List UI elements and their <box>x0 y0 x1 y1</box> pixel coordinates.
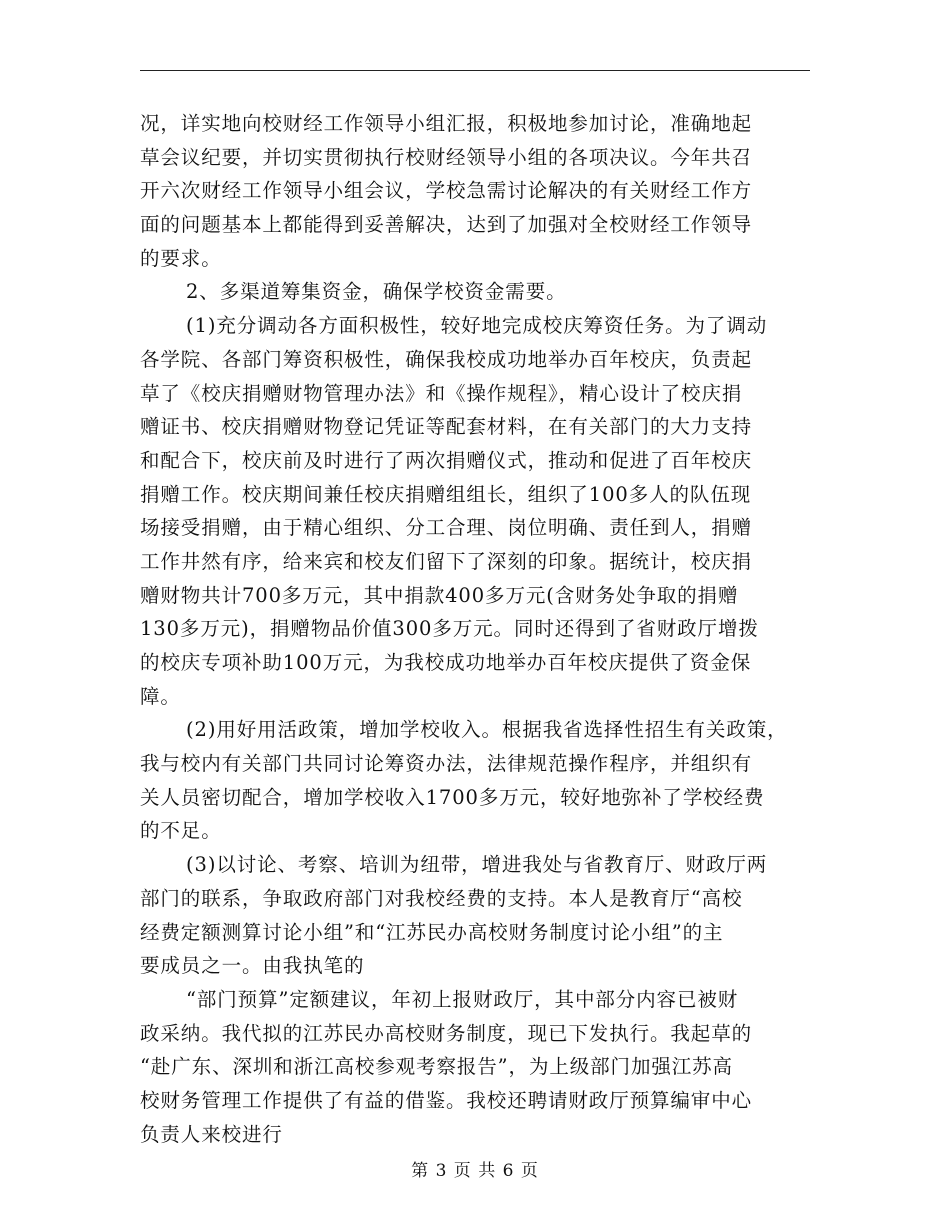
text-line: “赴广东、深圳和浙江高校参观考察报告”，为上级部门加强江苏高 <box>140 1055 733 1079</box>
text-line: 场接受捐赠，由于精心组织、分工合理、岗位明确、责任到人，捐赠 <box>140 516 753 540</box>
text-line: 面的问题基本上都能得到妥善解决，达到了加强对全校财经工作领导 <box>140 213 753 237</box>
text-line: 各学院、各部门筹资积极性，确保我校成功地举办百年校庆，负责起 <box>140 347 753 371</box>
text-line: 开六次财经工作领导小组会议，学校急需讨论解决的有关财经工作方 <box>140 179 753 203</box>
text-line: 负责人来校进行 <box>140 1122 283 1146</box>
document-body <box>140 107 820 1151</box>
text-line: 和配合下，校庆前及时进行了两次捐赠仪式，推动和促进了百年校庆 <box>140 448 753 472</box>
text-line: (3)以讨论、考察、培训为纽带，增进我处与省教育厅、财政厅两 <box>186 853 768 877</box>
text-line: 的不足。 <box>140 819 222 843</box>
header-rule <box>140 70 810 71</box>
text-line: 草会议纪要，并切实贯彻执行校财经领导小组的各项决议。今年共召 <box>140 145 753 169</box>
text-line: 部门的联系，争取政府部门对我校经费的支持。本人是教育厅“高校 <box>140 886 743 910</box>
text-line: 要成员之一。由我执笔的 <box>140 954 365 978</box>
text-line: 关人员密切配合，增加学校收入1700多万元，较好地弥补了学校经费 <box>140 785 765 809</box>
text-line: 赠证书、校庆捐赠财物登记凭证等配套材料，在有关部门的大力支持 <box>140 415 753 439</box>
text-line: 草了《校庆捐赠财物管理办法》和《操作规程》，精心设计了校庆捐 <box>140 381 743 405</box>
page-number: 第 3 页 共 6 页 <box>411 1161 539 1181</box>
text-line: 捐赠工作。校庆期间兼任校庆捐赠组组长，组织了100多人的队伍现 <box>140 482 752 506</box>
text-line: 130多万元)，捐赠物品价值300多万元。同时还得到了省财政厅增拨 <box>140 617 759 641</box>
text-line: 工作井然有序，给来宾和校友们留下了深刻的印象。据统计，校庆捐 <box>140 549 753 573</box>
text-line: “部门预算”定额建议，年初上报财政厅，其中部分内容已被财 <box>186 987 739 1011</box>
text-line: 经费定额测算讨论小组”和“江苏民办高校财务制度讨论小组”的主 <box>140 920 724 944</box>
text-line: 政采纳。我代拟的江苏民办高校财务制度，现已下发执行。我起草的 <box>140 1021 753 1045</box>
text-line: (1)充分调动各方面积极性，较好地完成校庆筹资任务。为了调动 <box>186 314 768 338</box>
text-line: 校财务管理工作提供了有益的借鉴。我校还聘请财政厅预算编审中心 <box>140 1088 753 1112</box>
text-line: 赠财物共计700多万元，其中捐款400多万元(含财务处争取的捐赠 <box>140 583 739 607</box>
text-line: 的校庆专项补助100万元，为我校成功地举办百年校庆提供了资金保 <box>140 651 752 674</box>
text-line: 的要求。 <box>140 246 222 270</box>
text-line: 障。 <box>140 684 181 708</box>
text-line: 2、多渠道筹集资金，确保学校资金需要。 <box>186 280 567 304</box>
text-line: (2)用好用活政策，增加学校收入。根据我省选择性招生有关政策， <box>186 718 788 742</box>
text-line: 况，详实地向校财经工作领导小组汇报，积极地参加讨论，准确地起 <box>140 112 753 135</box>
text-line: 我与校内有关部门共同讨论筹资办法，法律规范操作程序，并组织有 <box>140 752 753 776</box>
